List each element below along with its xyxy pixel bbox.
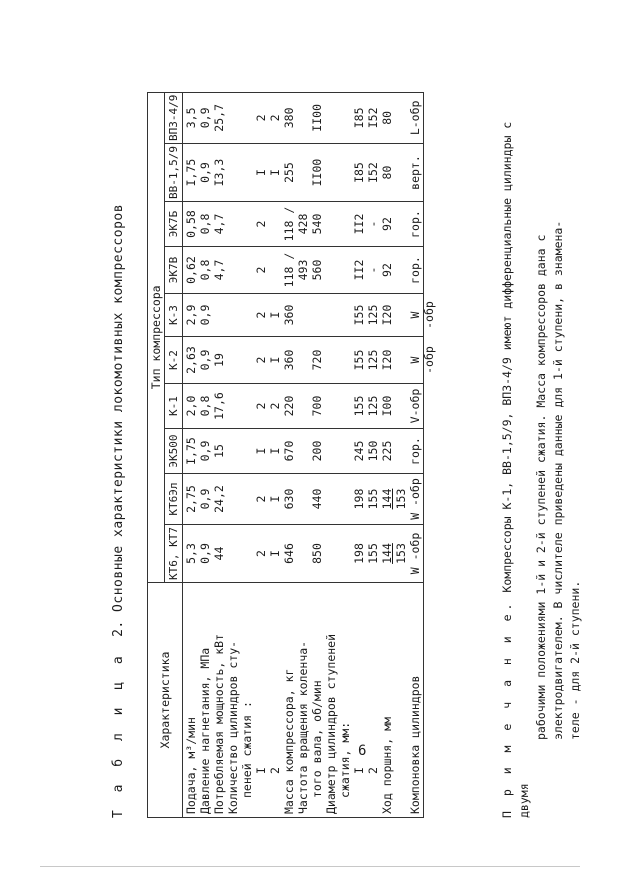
table-cell: 670 bbox=[282, 440, 296, 462]
empty-slot bbox=[226, 297, 240, 333]
note-line-3: электродвигателем. В числителе приведены данные для 1-й ступени, в знамена- bbox=[551, 220, 565, 740]
table-cell: 0,9 bbox=[198, 304, 212, 326]
table-cell: 440 bbox=[310, 488, 324, 510]
empty-slot bbox=[324, 147, 338, 198]
column-header: ВПЗ-4/9 bbox=[165, 92, 183, 143]
label-speed-1: Частота вращения коленча- bbox=[296, 640, 310, 814]
label-stages-2: пеней сжатия : bbox=[240, 701, 254, 798]
table-cell: 19 bbox=[212, 353, 226, 367]
table-cell: 118 / 493 bbox=[282, 252, 310, 288]
empty-slot bbox=[296, 528, 310, 579]
table-cell: 0,9 bbox=[198, 349, 212, 371]
table-cell: 380 bbox=[282, 107, 296, 129]
table-cell: 198 bbox=[352, 543, 366, 564]
table-cell: I55 bbox=[352, 304, 366, 326]
empty-slot bbox=[324, 387, 338, 425]
scan-edge-line bbox=[40, 866, 580, 867]
label-feed: Подача, м³/мин bbox=[184, 717, 198, 814]
empty-slot bbox=[324, 432, 338, 470]
table-cell: 0,9 bbox=[198, 543, 212, 564]
table-cell: I bbox=[268, 550, 282, 557]
table-cell: I bbox=[268, 169, 282, 176]
table-cell: L-обр bbox=[408, 100, 422, 136]
table-cell: I20 bbox=[380, 304, 394, 326]
table-cell: 360 bbox=[282, 349, 296, 371]
table-cell: 4,7 bbox=[212, 213, 226, 235]
empty-slot bbox=[324, 477, 338, 521]
column-header: К-3 bbox=[165, 294, 183, 337]
table-cell: 2,9 bbox=[184, 304, 198, 326]
table-cell: 0,8 bbox=[198, 395, 212, 417]
table-cell: 2 bbox=[268, 114, 282, 122]
stroke-denominator: 153 bbox=[394, 488, 408, 510]
column-header: ВВ-1,5/9 bbox=[165, 144, 183, 202]
label-diam-2: сжатия, мм: bbox=[338, 721, 352, 798]
table-cell: гор. bbox=[408, 210, 422, 238]
table-cell: 155 bbox=[366, 543, 380, 564]
value-column bbox=[183, 384, 424, 429]
empty-slot bbox=[394, 432, 408, 470]
empty-slot bbox=[240, 340, 254, 380]
table-cell: 646 bbox=[282, 543, 296, 564]
caption-title: Основные характеристики локомотивных компрессоров bbox=[111, 203, 126, 612]
table-cell: 2,0 bbox=[184, 395, 198, 417]
empty-slot bbox=[394, 340, 408, 380]
table-cell: 0,62 bbox=[184, 256, 198, 284]
empty-slot bbox=[338, 528, 352, 579]
table-cell bbox=[268, 250, 282, 290]
empty-slot bbox=[240, 96, 254, 140]
label-speed-2: того вала, об/мин bbox=[310, 680, 324, 798]
value-column bbox=[183, 474, 424, 525]
table-cell: II2 bbox=[352, 213, 366, 235]
empty-slot bbox=[240, 297, 254, 333]
empty-slot bbox=[324, 250, 338, 290]
column-header: КТ6, КТ7 bbox=[165, 525, 183, 583]
table-cell: 720 bbox=[310, 349, 324, 371]
empty-slot bbox=[338, 340, 352, 380]
empty-slot bbox=[240, 432, 254, 470]
table-cell: 44 bbox=[212, 546, 226, 561]
label-stage-two: 2 bbox=[268, 767, 282, 774]
table-cell: 118 / 428 bbox=[282, 206, 310, 242]
empty-slot bbox=[240, 387, 254, 425]
table-cell: 198 bbox=[352, 488, 366, 510]
table-cell: 540 bbox=[310, 213, 324, 235]
empty-slot bbox=[226, 477, 240, 521]
table-cell: 125 bbox=[366, 395, 380, 417]
empty-slot bbox=[240, 477, 254, 521]
table-cell: 360 bbox=[282, 304, 296, 326]
table-cell: 0,9 bbox=[198, 162, 212, 183]
empty-slot bbox=[296, 387, 310, 425]
empty-slot bbox=[338, 250, 352, 290]
rotated-content bbox=[111, 78, 591, 818]
table-cell: I,75 bbox=[184, 158, 198, 187]
table-cell: I00 bbox=[380, 395, 394, 417]
table-cell: I52 bbox=[366, 107, 380, 129]
table-cell: гор. bbox=[408, 437, 422, 465]
table-cell: 200 bbox=[310, 440, 324, 462]
table-cell: 700 bbox=[310, 395, 324, 417]
empty-slot bbox=[296, 96, 310, 140]
empty-slot bbox=[394, 147, 408, 198]
table-cell: II2 bbox=[352, 259, 366, 281]
table-cell: 5,3 bbox=[184, 543, 198, 564]
table-cell: 2 bbox=[268, 402, 282, 410]
empty-slot bbox=[338, 205, 352, 243]
caption-label: Т а б л и ц а bbox=[111, 651, 126, 818]
table-cell: 0,8 bbox=[198, 259, 212, 281]
table-cell bbox=[310, 297, 324, 333]
table-cell bbox=[380, 477, 394, 521]
table-cell: I bbox=[268, 447, 282, 455]
empty-slot bbox=[394, 297, 408, 333]
table-cell: 220 bbox=[282, 395, 296, 417]
table-cell: I,75 bbox=[184, 437, 198, 465]
table-cell: 17,6 bbox=[212, 392, 226, 420]
table-cell: 2,63 bbox=[184, 346, 198, 374]
table-cell: 155 bbox=[366, 488, 380, 510]
table-cell: 125 bbox=[366, 304, 380, 326]
empty-slot bbox=[324, 205, 338, 243]
footnote bbox=[499, 83, 584, 818]
table-cell: верт. bbox=[408, 155, 422, 190]
table-cell: I bbox=[268, 356, 282, 364]
value-column bbox=[183, 92, 424, 143]
column-header: К-1 bbox=[165, 384, 183, 429]
empty-slot bbox=[240, 250, 254, 290]
table-cell: 0,58 bbox=[184, 210, 198, 238]
empty-slot bbox=[324, 340, 338, 380]
empty-slot bbox=[226, 387, 240, 425]
caption-number: 2. bbox=[111, 620, 126, 637]
table-cell: V-обр bbox=[408, 388, 422, 424]
table-cell: W -обр bbox=[408, 478, 422, 520]
characteristics-table bbox=[147, 92, 436, 818]
column-header: ЭК7Б bbox=[165, 202, 183, 247]
table-cell: 80 bbox=[380, 165, 394, 180]
empty-slot bbox=[240, 528, 254, 579]
table-cell bbox=[380, 528, 394, 579]
table-cell: I55 bbox=[352, 349, 366, 371]
table-cell: 2 bbox=[254, 495, 268, 503]
table-cell: I bbox=[268, 495, 282, 503]
column-header: КТ6Эл bbox=[165, 474, 183, 525]
table-cell: 0,8 bbox=[198, 213, 212, 235]
column-header: ЭК7В bbox=[165, 247, 183, 294]
table-cell: I3,3 bbox=[212, 158, 226, 187]
label-diam-1: Диаметр цилиндров ступеней bbox=[324, 633, 338, 814]
stroke-denominator: 153 bbox=[394, 543, 408, 564]
empty-slot bbox=[226, 96, 240, 140]
table-cell: 155 bbox=[352, 395, 366, 417]
table-cell: 2 bbox=[254, 402, 268, 410]
characteristic-header: Характеристика bbox=[148, 583, 183, 818]
stroke-numerator: 144 bbox=[380, 543, 394, 564]
table-cell: II00 bbox=[310, 158, 324, 187]
value-column bbox=[183, 294, 436, 337]
empty-slot bbox=[296, 297, 310, 333]
table-cell: 80 bbox=[380, 110, 394, 125]
label-pressure: Давление нагнетания, МПа bbox=[198, 647, 212, 814]
empty-slot bbox=[296, 147, 310, 198]
table-cell: 2 bbox=[254, 114, 268, 122]
table-cell: 630 bbox=[282, 488, 296, 510]
empty-slot bbox=[226, 205, 240, 243]
empty-slot bbox=[226, 528, 240, 579]
empty-slot bbox=[226, 147, 240, 198]
empty-slot bbox=[296, 477, 310, 521]
empty-slot bbox=[338, 96, 352, 140]
value-column bbox=[183, 337, 436, 384]
table-cell bbox=[268, 205, 282, 243]
table-cell: I20 bbox=[380, 349, 394, 371]
empty-slot bbox=[226, 340, 240, 380]
empty-slot bbox=[296, 340, 310, 380]
stroke-numerator: 144 bbox=[380, 488, 394, 510]
empty-slot bbox=[338, 297, 352, 333]
table-cell: 2 bbox=[254, 220, 268, 228]
table-cell: 2 bbox=[254, 311, 268, 319]
empty-slot bbox=[240, 205, 254, 243]
table-cell: II00 bbox=[310, 104, 324, 132]
table-cell: 2,75 bbox=[184, 485, 198, 513]
table-cell: - bbox=[366, 220, 380, 228]
table-cell: 3,5 bbox=[184, 107, 198, 129]
label-mass: Масса компрессора, кг bbox=[282, 668, 296, 814]
table-cell: W -обр bbox=[408, 346, 436, 374]
table-cell: 92 bbox=[380, 263, 394, 277]
label-stroke: Ход поршня, мм bbox=[380, 717, 394, 814]
note-line-4: теле - для 2-й ступени. bbox=[568, 580, 582, 740]
column-header: К-2 bbox=[165, 337, 183, 384]
table-cell: 0,9 bbox=[198, 440, 212, 462]
table-cell: I bbox=[254, 169, 268, 176]
empty-slot bbox=[324, 297, 338, 333]
table-cell: 0,9 bbox=[198, 488, 212, 510]
table-cell bbox=[212, 297, 226, 333]
table-cell: I85 bbox=[352, 162, 366, 183]
empty-slot bbox=[394, 250, 408, 290]
value-column bbox=[183, 247, 424, 294]
table-cell: гор. bbox=[408, 256, 422, 284]
type-header: Тип компрессора bbox=[148, 92, 165, 582]
table-cell: 15 bbox=[212, 444, 226, 458]
table-cell: I bbox=[268, 311, 282, 319]
label-diam-stage-two: 2 bbox=[366, 767, 380, 774]
table-cell: I85 bbox=[352, 107, 366, 129]
empty-slot bbox=[338, 147, 352, 198]
label-stages-1: Количество цилиндров сту- bbox=[226, 640, 240, 814]
empty-slot bbox=[338, 387, 352, 425]
label-diam-stage-one: I bbox=[352, 767, 366, 774]
empty-slot bbox=[338, 432, 352, 470]
table-cell: 850 bbox=[310, 543, 324, 564]
table-cell: 560 bbox=[310, 259, 324, 281]
page-number: 6 bbox=[358, 743, 367, 759]
empty-slot bbox=[226, 432, 240, 470]
table-cell: 2 bbox=[254, 356, 268, 364]
value-column bbox=[183, 144, 424, 202]
empty-slot bbox=[240, 147, 254, 198]
table-cell: 4,7 bbox=[212, 259, 226, 281]
table-cell: W -обр bbox=[408, 532, 422, 575]
label-stage-one: I bbox=[254, 767, 268, 774]
value-column bbox=[183, 202, 424, 247]
empty-slot bbox=[394, 205, 408, 243]
empty-slot bbox=[296, 432, 310, 470]
column-header: ЭК500 bbox=[165, 429, 183, 474]
labels-cell bbox=[183, 583, 424, 818]
table-cell: - bbox=[366, 266, 380, 274]
label-layout: Компоновка цилиндров bbox=[408, 675, 422, 814]
table-cell: 255 bbox=[282, 162, 296, 183]
table-cell: 225 bbox=[380, 440, 394, 462]
empty-slot bbox=[394, 387, 408, 425]
table-caption bbox=[111, 204, 126, 818]
table-cell: 92 bbox=[380, 217, 394, 231]
empty-slot bbox=[394, 96, 408, 140]
table-cell: I bbox=[254, 447, 268, 455]
value-column bbox=[183, 525, 424, 583]
table-cell: 0,9 bbox=[198, 107, 212, 129]
table-cell: 245 bbox=[352, 440, 366, 462]
table-cell: W -обр bbox=[408, 301, 436, 329]
label-power: Потребляемая мощность, кВт bbox=[212, 633, 226, 814]
note-line-1: Компрессоры К-1, ВВ-1,5/9, ВПЗ-4/9 имеют дифференциальные цилиндры с двумя bbox=[500, 121, 531, 818]
table-cell: 150 bbox=[366, 440, 380, 462]
empty-slot bbox=[338, 477, 352, 521]
note-line-2: рабочими положениями 1-й и 2-й ступеней сжатия. Масса компрессоров дана с bbox=[534, 234, 548, 740]
table-cell: 125 bbox=[366, 349, 380, 371]
table-cell: 25,7 bbox=[212, 104, 226, 132]
value-column bbox=[183, 429, 424, 474]
table-cell: 2 bbox=[254, 266, 268, 274]
empty-slot bbox=[226, 250, 240, 290]
table-cell: I52 bbox=[366, 162, 380, 183]
empty-slot bbox=[324, 96, 338, 140]
table-cell: 24,2 bbox=[212, 485, 226, 513]
table-cell: 2 bbox=[254, 550, 268, 557]
empty-slot bbox=[324, 528, 338, 579]
note-lead: П р и м е ч а н и е. bbox=[500, 599, 514, 818]
